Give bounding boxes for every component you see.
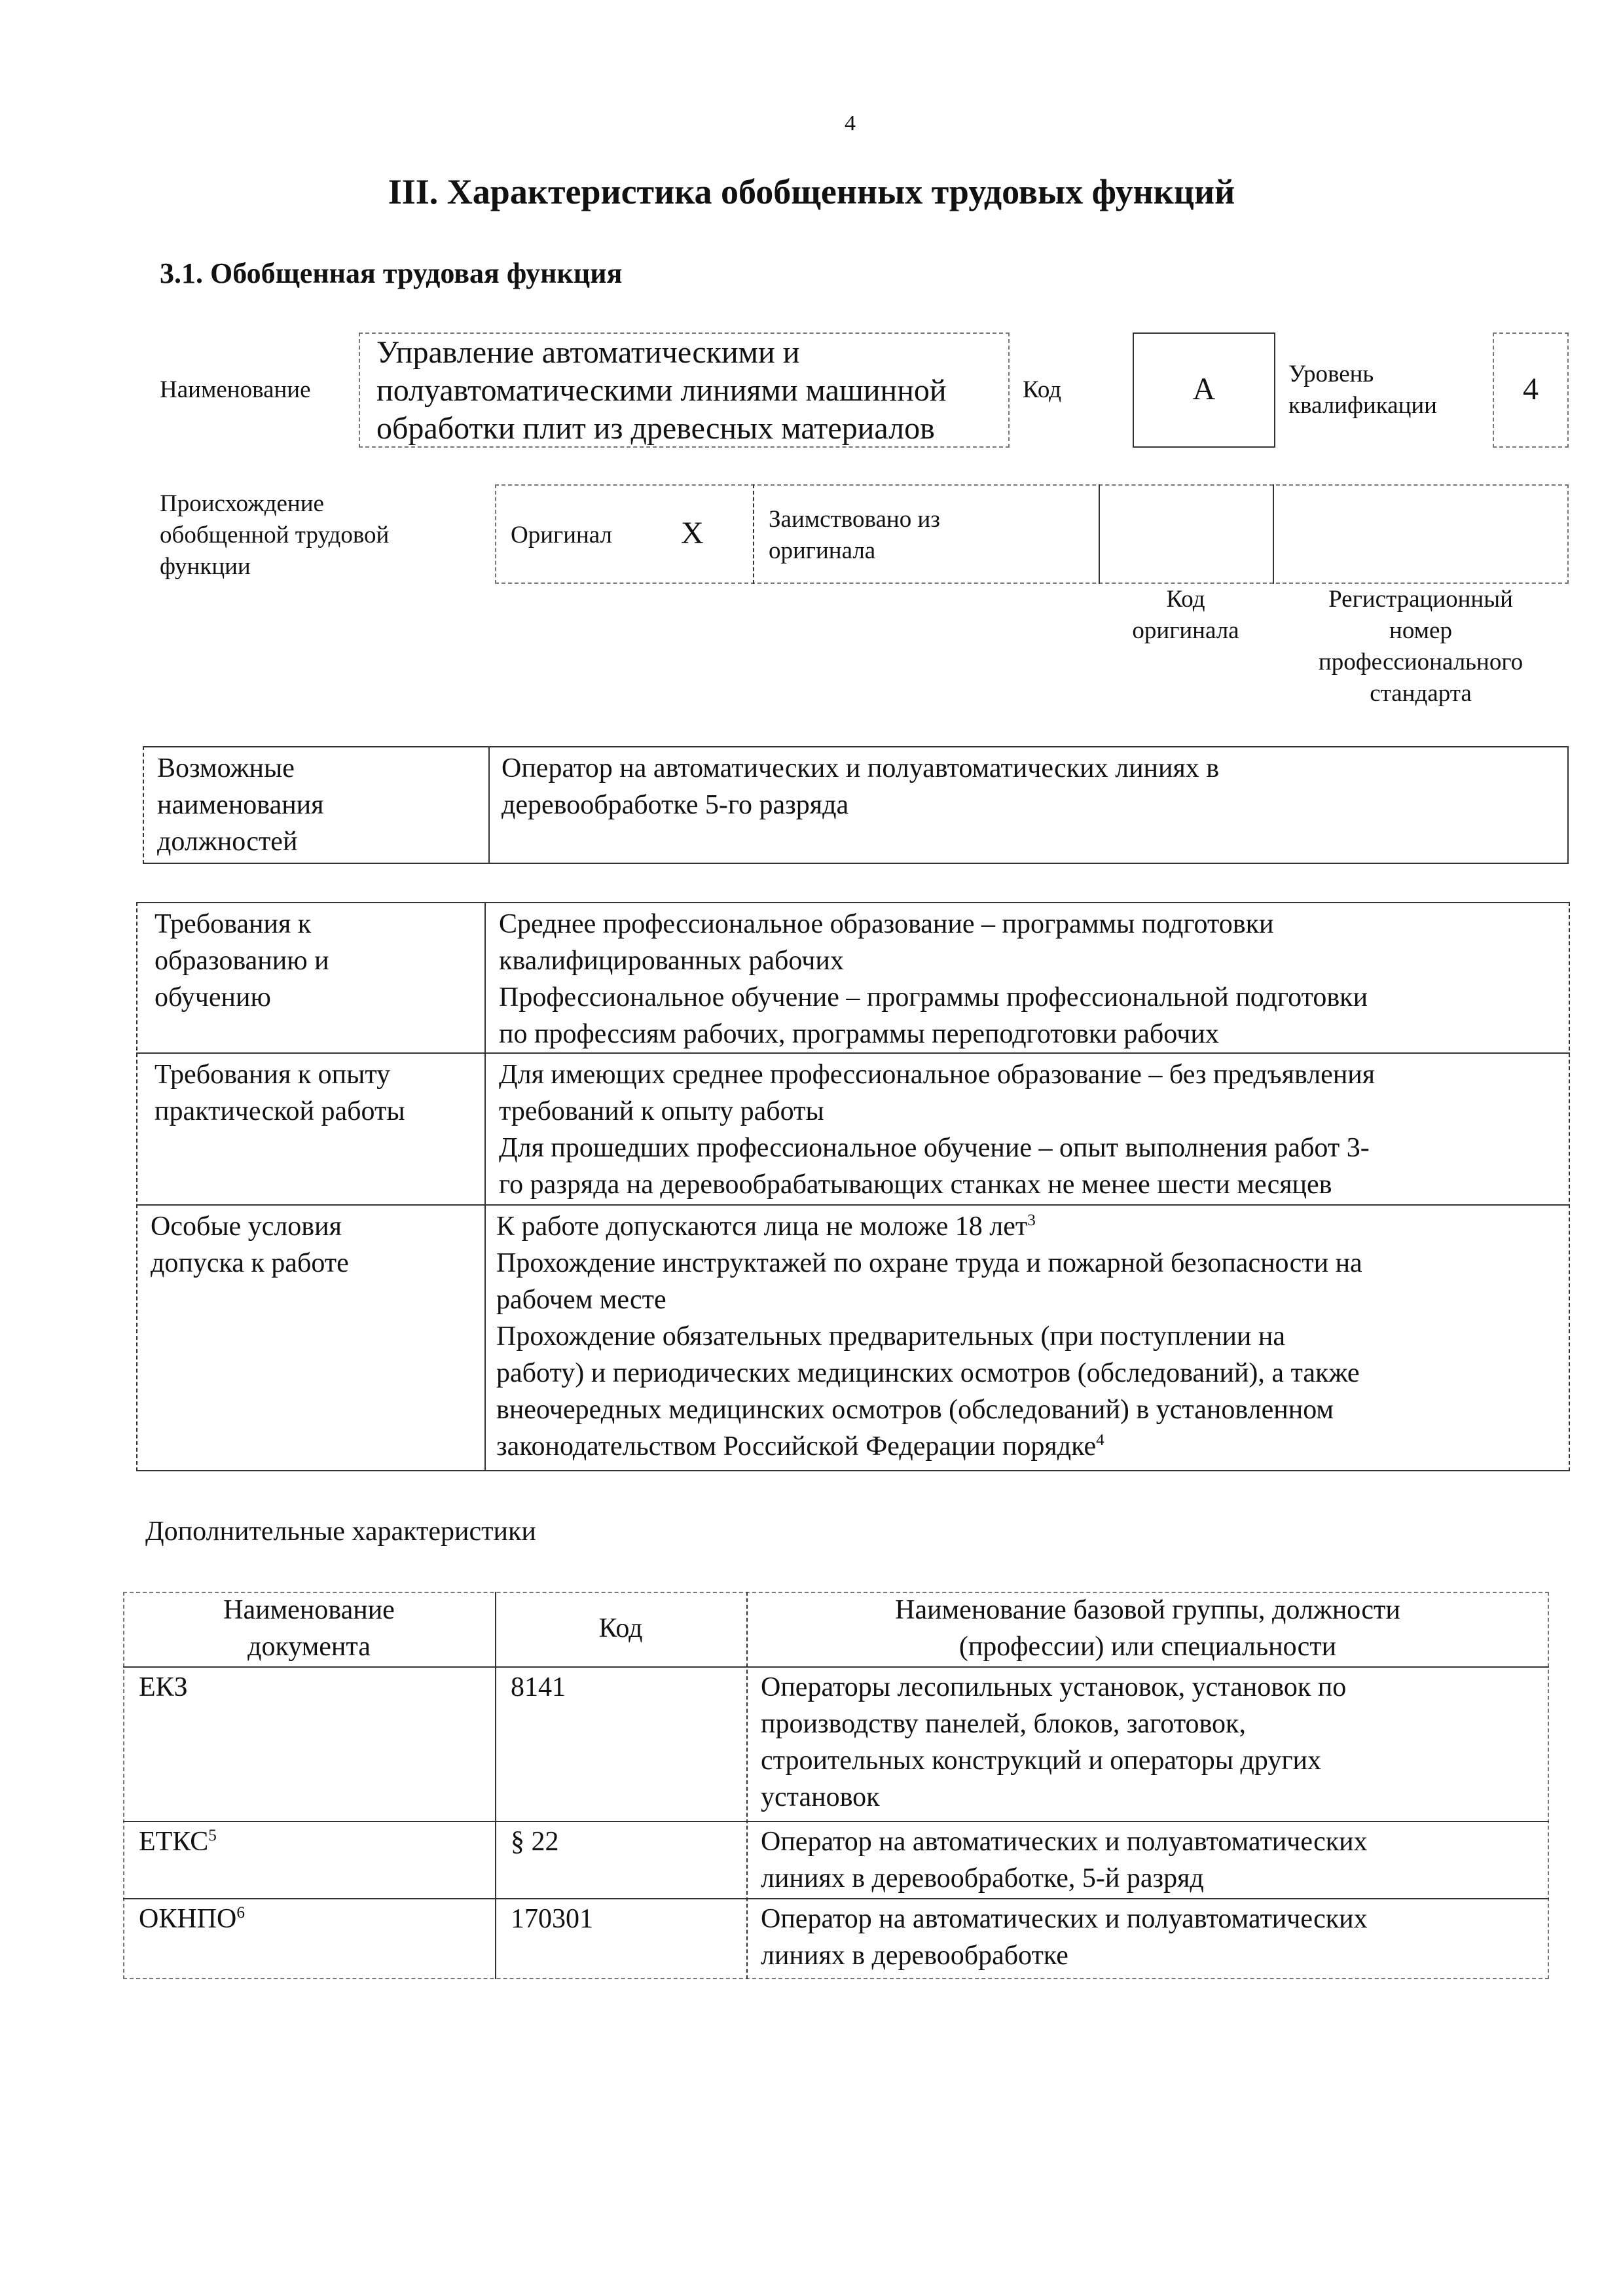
group-cell: Оператор на автоматических и полуавтоматических линиях в деревообработке, 5-й разряд [761,1827,1368,1893]
origin-label: Происхождение обобщенной трудовой функции [160,490,390,580]
level-label: Уровень квалификации [1288,361,1437,419]
footnote-ref: 3 [1027,1211,1036,1229]
group-cell: Операторы лесопильных установок, установок по производству панелей, блоков, заготовок, строительных конструкций и операторы других установок [761,1672,1347,1812]
code-original-caption: Код оригинала [1132,586,1239,644]
original-label: Оригинал [511,522,613,548]
col-code-header: Код [598,1613,643,1643]
education-label: Требования к образованию и обучению [155,909,329,1013]
section-title: III. Характеристика обобщенных трудовых функций [388,172,1235,211]
code-cell: 170301 [511,1904,593,1934]
code-label: Код [1023,376,1062,403]
positions-value: Оператор на автоматических и полуавтоматических линиях в деревообработке 5-го разряда [501,753,1220,820]
additional-title: Дополнительные характеристики [145,1516,536,1547]
code-value: А [1192,372,1216,406]
level-value: 4 [1523,372,1539,406]
doc-cell: ЕТКС$^5$ [139,1827,217,1857]
reg-number-caption: Регистрационный номер профессионального стандарта [1318,586,1523,707]
borrowed-label: Заимствовано из оригинала [769,506,940,564]
footnote-ref: 4 [1096,1431,1104,1449]
special-conditions-label: Особые условия допуска к работе [151,1211,349,1278]
original-mark: Х [681,516,704,550]
page-number: 4 [845,111,856,135]
code-cell: 8141 [511,1672,566,1702]
name-label: Наименование [160,376,311,403]
doc-cell: ОКНПО$^6$ [139,1904,245,1934]
col-group-header: Наименование базовой группы, должности (профессии) или специальности [895,1595,1400,1662]
name-line: полуавтоматическими линиями машинной [376,373,947,408]
positions-label: Возможные наименования должностей [157,753,324,857]
origin-table [495,484,1569,584]
group-cell: Оператор на автоматических и полуавтоматических линиях в деревообработке [761,1904,1368,1971]
education-value: Среднее профессиональное образование – программы подготовки квалифицированных рабочих Профессиональное обучение – программы профессиональной подготовки по профессиям рабочих, программы переподготовки рабочих [499,909,1368,1049]
code-cell: § 22 [511,1827,559,1857]
subsection-title: 3.1. Обобщенная трудовая функция [160,257,623,289]
experience-value: Для имеющих среднее профессиональное образование – без предъявления требований к опыту работы Для прошедших профессиональное обучение – опыт выполнения работ 3- го разряда на деревообрабатывающих станках не менее шести месяцев [499,1060,1376,1200]
name-value [376,334,947,448]
footnote-ref: 5 [208,1827,217,1844]
footnote-ref: 6 [236,1904,245,1922]
col-doc-header: Наименование документа [223,1595,395,1662]
experience-label: Требования к опыту практической работы [155,1060,405,1126]
special-conditions-value: К работе допускаются лица не моложе 18 лет$^3$ Прохождение инструктажей по охране труда и пожарной безопасности на рабочем месте Прохождение обязательных предварительных (при поступлении на работу) и периодических медицинских осмотров (обследований), а также внеочередных медицинских осмотров (обследований) в установленном законодательством Российской Федерации порядке$^4$ [496,1211,1362,1462]
name-line: Управление автоматическими и [376,335,800,370]
doc-cell: ЕКЗ [139,1672,188,1702]
name-line: обработки плит из древесных материалов [376,411,935,446]
